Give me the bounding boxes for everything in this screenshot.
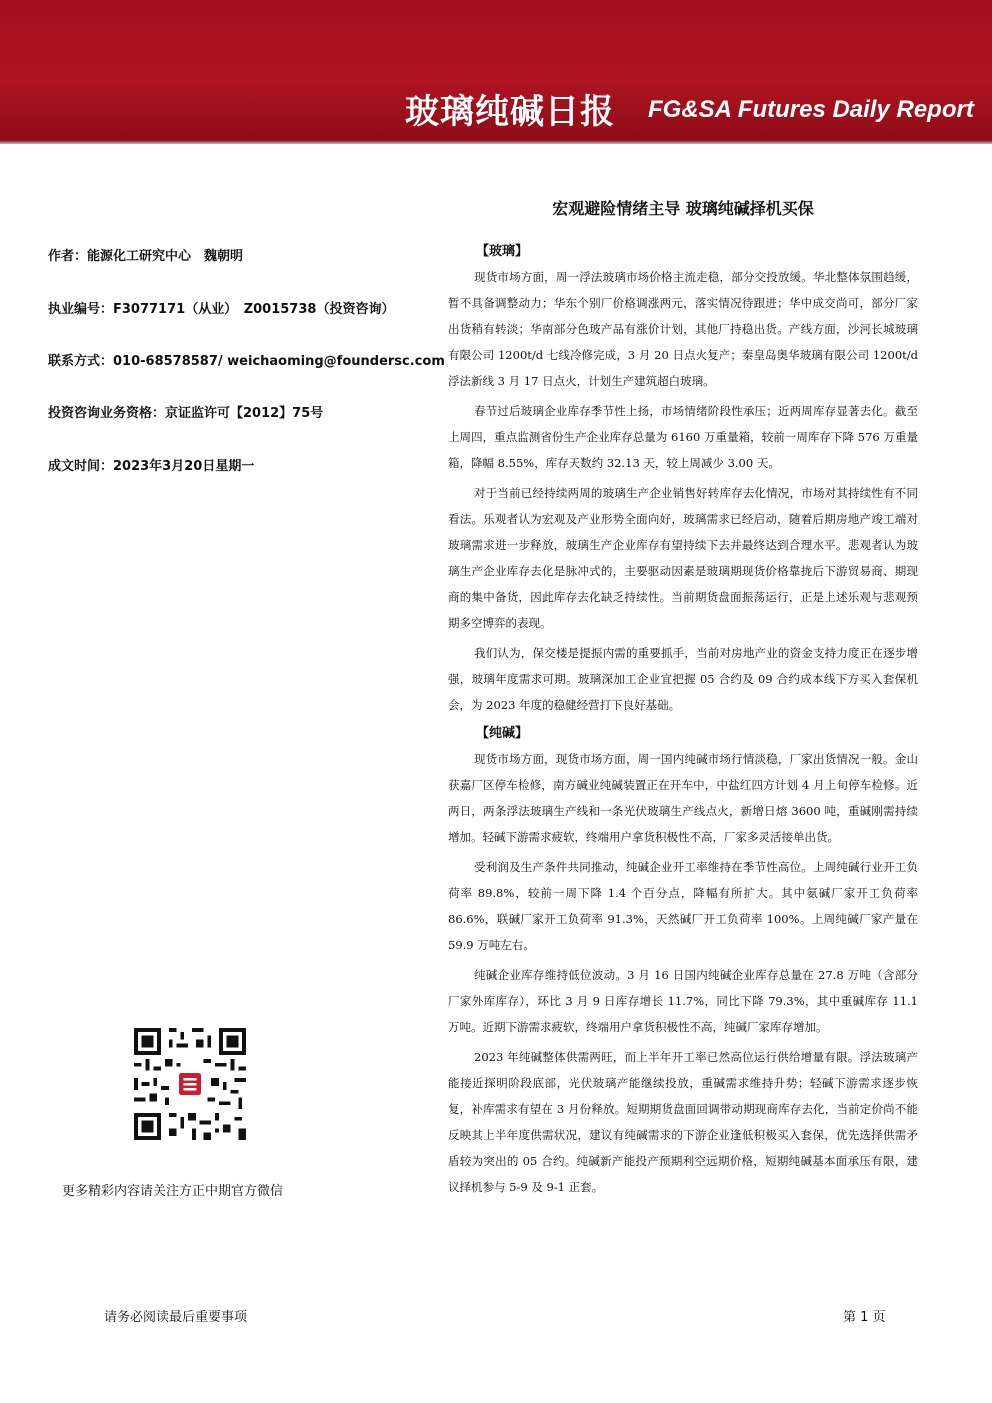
report-body <box>448 240 918 1204</box>
date-line: 成文时间：2023年3月20日星期一 <box>48 459 255 474</box>
footer-notice: 请务必阅读最后重要事项 <box>104 1310 248 1325</box>
license-line: 执业编号：F3077171（从业） Z0015738（投资咨询） <box>48 302 395 317</box>
header-title-cn: 玻璃纯碱日报 <box>405 92 615 132</box>
qualification-line: 投资咨询业务资格：京证监许可【2012】75号 <box>48 406 324 421</box>
qr-code-icon <box>134 1028 246 1140</box>
soda-paragraph: 纯碱企业库存维持低位波动。3 月 16 日国内纯碱企业库存总量在 27.8 万吨（含部分厂家外库库存），环比 3 月 9 日库存增长 11.7%，同比下降 79.3%，其中重碱库存 11.1 万吨。近期下游需求疲软，终端用户拿货积极性不高，纯碱厂家库存增加。 <box>448 968 918 1034</box>
author-line: 作者：能源化工研究中心 魏朝明 <box>48 249 244 264</box>
glass-paragraph: 我们认为，保交楼是提振内需的重要抓手，当前对房地产业的资金支持力度正在逐步增强，玻璃年度需求可期。玻璃深加工企业宜把握 05 合约及 09 合约成本线下方买入套保机会，为 2023 年度的稳健经营打下良好基础。 <box>448 646 918 712</box>
page-number: 第 1 页 <box>843 1310 886 1325</box>
soda-paragraph: 受利润及生产条件共同推动，纯碱企业开工率维持在季节性高位。上周纯碱行业开工负荷率 89.8%，较前一周下降 1.4 个百分点，降幅有所扩大。其中氨碱厂家开工负荷率 86.6%，联碱厂家开工负荷率 91.3%，天然碱厂开工负荷率 100%。上周纯碱厂家产量在 59.9 万吨左右。 <box>448 860 918 952</box>
contact-line: 联系方式：010-68578587/ weichaoming@foundersc.com <box>48 354 445 369</box>
header-divider <box>0 140 992 144</box>
qr-caption: 更多精彩内容请关注方正中期官方微信 <box>62 1184 284 1199</box>
soda-paragraph: 2023 年纯碱整体供需两旺，而上半年开工率已然高位运行供给增量有限。浮法玻璃产能接近探明阶段底部，光伏玻璃产能继续投放，重碱需求维持升势；轻碱下游需求逐步恢复，补库需求有望在 3 月份释放。短期期货盘面回调带动期现商库存去化，当前定价尚不能反映其上半年度供需状况，建议有纯碱需求的下游企业逢低积极买入套保，优先选择供需矛盾较为突出的 05 合约。纯碱新产能投产预期利空远期价格，短期纯碱基本面承压有限，建议择机参与 5-9 及 9-1 正套。 <box>448 1050 918 1194</box>
glass-paragraph: 春节过后玻璃企业库存季节性上扬，市场情绪阶段性承压；近两周库存显著去化。截至上周四，重点监测省份生产企业库存总量为 6160 万重量箱，较前一周库存下降 576 万重量箱，降幅 8.55%，库存天数约 32.13 天，较上周减少 3.00 天。 <box>448 404 918 470</box>
section-heading-soda: 【纯碱】 <box>476 726 529 741</box>
header-title-en: FG&SA Futures Daily Report <box>648 96 974 123</box>
glass-paragraph: 对于当前已经持续两周的玻璃生产企业销售好转库存去化情况，市场对其持续性有不同看法。乐观者认为宏观及产业形势全面向好，玻璃需求已经启动，随着后期房地产竣工端对玻璃需求进一步释放，玻璃生产企业库存有望持续下去并最终达到合理水平。悲观者认为玻璃生产企业库存去化是脉冲式的，主要驱动因素是玻璃期现货价格靠拢后下游贸易商、期现商的集中备货，因此库存去化缺乏持续性。当前期货盘面振荡运行，正是上述乐观与悲观预期多空博弈的表现。 <box>448 486 918 630</box>
section-heading-glass: 【玻璃】 <box>476 244 529 259</box>
glass-paragraph: 现货市场方面，周一浮法玻璃市场价格主流走稳，部分交投放缓。华北整体氛围趋缓，暂不具备调整动力；华东个别厂价格调涨两元，落实情况待跟进；华中成交尚可，部分厂家出货稍有转淡；华南部分色玻产品有涨价计划，其他厂持稳出货。产线方面，沙河长城玻璃有限公司 1200t/d 七线冷修完成，3 月 20 日点火复产；秦皇岛奥华玻璃有限公司 1200t/d 浮法新线 3 月 17 日点火，计划生产建筑超白玻璃。 <box>448 270 918 388</box>
report-title: 宏观避险情绪主导 玻璃纯碱择机买保 <box>552 199 814 218</box>
soda-paragraph: 现货市场方面，现货市场方面，周一国内纯碱市场行情淡稳，厂家出货情况一般。金山获嘉厂区停车检修，南方碱业纯碱装置正在开车中，中盐红四方计划 4 月上旬停车检修。近两日，两条浮法玻璃生产线和一条光伏玻璃生产线点火，新增日熔 3600 吨，重碱刚需持续增加。轻碱下游需求疲软，终端用户拿货积极性不高，厂家多灵活接单出货。 <box>448 752 918 844</box>
